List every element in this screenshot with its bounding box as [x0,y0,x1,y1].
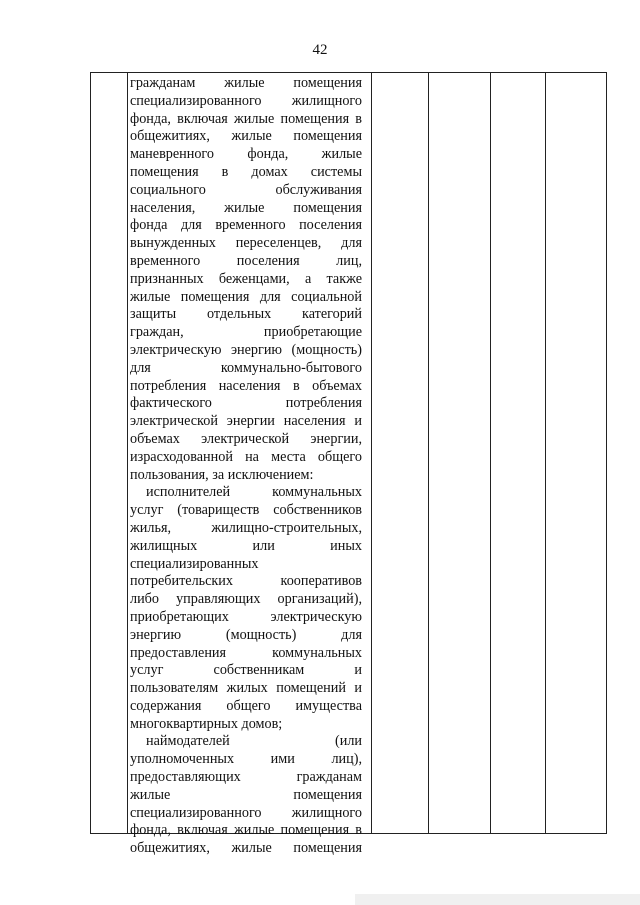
text-line: многоквартирных домов; [130,715,283,732]
text-line: жилья, жилищно-строительных, [130,519,362,536]
text-line: пользователям жилых помещений и [130,680,362,697]
text-line: фонда для временного поселения [130,217,362,234]
text-line: либо управляющих организаций), [130,591,362,608]
text-line: помещения в домах системы [130,163,362,180]
text-line: жилые помещения для социальной [130,288,362,305]
text-line: израсходованной на места общего [130,448,362,465]
text-line: временного поселения лиц, [130,252,362,269]
text-line: граждан, приобретающие [130,324,362,341]
text-line: потребительских кооперативов [130,573,362,590]
text-line: гражданам жилые помещения [130,75,362,91]
page-number: 42 [312,42,328,58]
text-line: потребления населения в объемах [130,377,362,394]
scan-edge [355,894,640,905]
text-line: пользования, за исключением: [130,466,314,483]
description-cell [130,75,362,858]
text-line: услуг собственникам и [130,662,362,679]
column-divider [490,73,491,833]
document-table [90,72,607,857]
text-line: приобретающих электрическую [130,608,362,625]
text-line: защиты отдельных категорий [130,306,362,323]
text-line: услуг (товариществ собственников [130,502,362,519]
text-line: общежитиях, жилые помещения [130,840,362,857]
text-line: населения, жилые помещения [130,199,362,216]
text-line: жилищных или иных [130,537,362,554]
text-line: фактического потребления [130,395,362,412]
text-line: предоставляющих гражданам [130,769,362,786]
text-line: для коммунально-бытового [130,359,362,376]
column-divider [127,73,128,833]
text-line: исполнителей коммунальных [146,484,362,501]
text-line: жилые помещения [130,786,362,803]
text-line: маневренного фонда, жилые [130,146,362,163]
column-divider [371,73,372,833]
text-line: электрической энергии населения и [130,413,362,430]
text-line: социального обслуживания [130,181,362,198]
text-line: общежитиях, жилые помещения [130,128,362,145]
text-line: фонда, включая жилые помещения в [130,110,362,127]
text-line: наймодателей (или [146,733,362,750]
text-line: специализированного жилищного [130,92,362,109]
text-line: предоставления коммунальных [130,644,362,661]
column-divider [428,73,429,833]
text-line: специализированного жилищного [130,804,362,821]
text-line: вынужденных переселенцев, для [130,235,362,252]
text-line: уполномоченных ими лиц), [130,751,362,768]
text-line: электрическую энергию (мощность) [130,341,362,358]
text-line: объемах электрической энергии, [130,430,362,447]
text-line: энергию (мощность) для [130,626,362,643]
column-divider [545,73,546,833]
text-line: содержания общего имущества [130,697,362,714]
text-line: признанных беженцами, а также [130,270,362,287]
text-line: специализированных [130,555,259,572]
text-line: фонда, включая жилые помещения в [130,822,362,839]
